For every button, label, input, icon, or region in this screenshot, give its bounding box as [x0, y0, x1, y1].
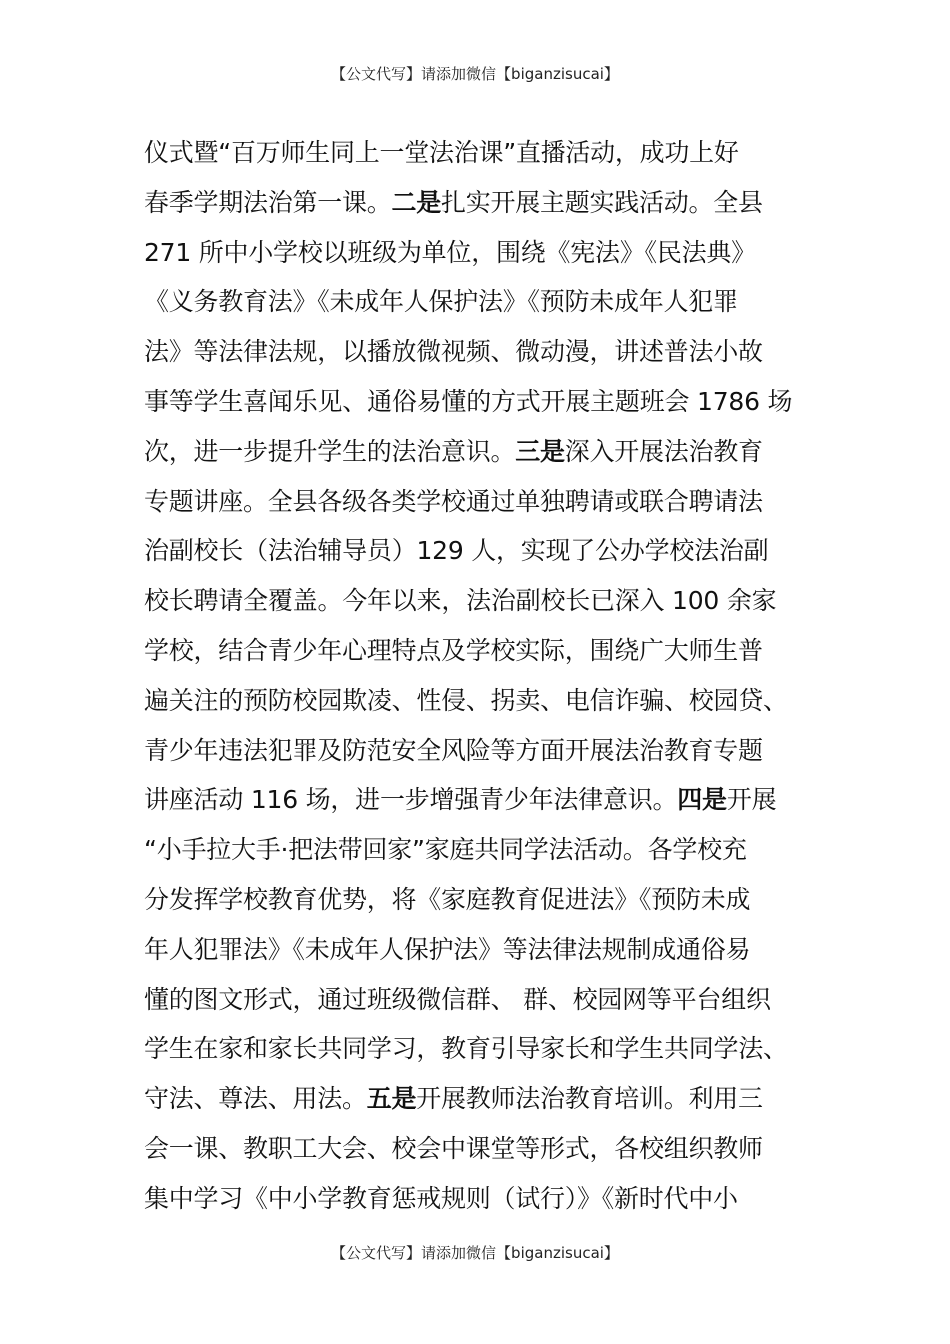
bold-marker: 四是	[677, 785, 727, 815]
text-line	[144, 576, 814, 626]
text-run: 校长聘请全覆盖。今年以来，法治副校长已深入 100 余家	[144, 586, 777, 616]
text-line	[144, 875, 814, 925]
text-line	[144, 526, 814, 576]
text-run: “小手拉大手·把法带回家”家庭共同学法活动。各学校充	[144, 835, 747, 865]
text-run: 讲座活动 116 场，进一步增强青少年法律意识。	[144, 785, 678, 815]
bold-marker: 二是	[391, 187, 442, 217]
text-run: 次，进一步提升学生的法治意识。	[144, 436, 516, 466]
text-run: 集中学习《中小学教育惩戒规则（试行）》《新时代中小	[144, 1183, 738, 1213]
text-run: 开展	[726, 785, 777, 815]
text-run: 学生在家和家长共同学习，教育引导家长和学生共同学法、	[144, 1034, 788, 1064]
text-line	[144, 825, 814, 875]
bold-marker: 五是	[366, 1084, 417, 1114]
text-run: 春季学期法治第一课。	[144, 187, 392, 217]
text-run: 会一课、教职工大会、校会中课堂等形式，各校组织教师	[144, 1133, 763, 1163]
text-run: 《义务教育法》《未成年人保护法》《预防未成年人犯罪	[144, 287, 738, 317]
text-line	[144, 925, 814, 975]
text-line	[144, 128, 814, 178]
text-run: 事等学生喜闻乐见、通俗易懂的方式开展主题班会 1786 场	[144, 386, 793, 416]
text-line	[144, 726, 814, 776]
text-run: 扎实开展主题实践活动。全县	[441, 187, 763, 217]
text-run: 分发挥学校教育优势，将《家庭教育促进法》《预防未成	[144, 884, 751, 914]
text-run: 271 所中小学校以班级为单位，围绕《宪法》《民法典》	[144, 237, 756, 267]
document-body	[144, 128, 814, 1224]
text-line	[144, 277, 814, 327]
text-line	[144, 1174, 814, 1224]
text-line	[144, 377, 814, 427]
text-line	[144, 626, 814, 676]
text-line	[144, 477, 814, 527]
text-line	[144, 327, 814, 377]
text-line	[144, 178, 814, 228]
text-run: 青少年违法犯罪及防范安全风险等方面开展法治教育专题	[144, 735, 763, 765]
text-line	[144, 228, 814, 278]
text-run: 治副校长（法治辅导员）129 人，实现了公办学校法治副	[144, 536, 769, 566]
text-run: 开展教师法治教育培训。利用三	[416, 1084, 763, 1114]
text-run: 遍关注的预防校园欺凌、性侵、拐卖、电信诈骗、校园贷、	[144, 685, 788, 715]
bold-marker: 三是	[515, 436, 565, 466]
text-run: 守法、尊法、用法。	[144, 1084, 367, 1114]
text-run: 学校，结合青少年心理特点及学校实际，围绕广大师生普	[144, 635, 763, 665]
text-run: 法》等法律法规，以播放微视频、微动漫，讲述普法小故	[144, 337, 763, 367]
text-run: 年人犯罪法》《未成年人保护法》等法律法规制成通俗易	[144, 934, 751, 964]
page-footer: 【公文代写】请添加微信【biganzisucai】	[331, 1244, 619, 1262]
text-line	[144, 427, 814, 477]
text-line	[144, 775, 814, 825]
text-run: 懂的图文形式，通过班级微信群、 群、校园网等平台组织	[144, 984, 771, 1014]
text-run: 仪式暨“百万师生同上一堂法治课”直播活动，成功上好	[144, 138, 739, 167]
text-line	[144, 1024, 814, 1074]
text-run: 深入开展法治教育	[564, 436, 763, 466]
page-header: 【公文代写】请添加微信【biganzisucai】	[331, 65, 619, 83]
text-line	[144, 1074, 814, 1124]
text-run: 专题讲座。全县各级各类学校通过单独聘请或联合聘请法	[144, 486, 763, 516]
text-line	[144, 676, 814, 726]
text-line	[144, 975, 814, 1025]
text-line	[144, 1124, 814, 1174]
